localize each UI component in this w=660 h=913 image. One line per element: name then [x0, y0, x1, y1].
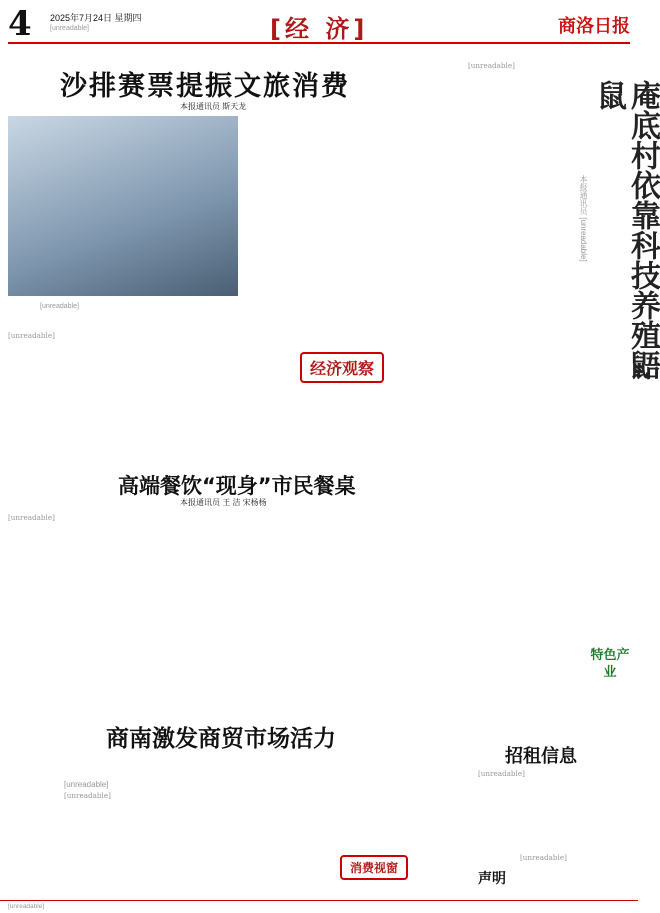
notice-body: [unreadable]: [520, 853, 567, 862]
story3-byline: [unreadable]: [64, 780, 109, 789]
story1-body: [unreadable]: [8, 331, 55, 340]
story3-body: [unreadable]: [64, 791, 111, 800]
story1-byline: 本报通讯员 斯天龙: [180, 102, 247, 111]
story1-photo: [8, 116, 238, 296]
recruit-heading: 招租信息: [505, 746, 577, 767]
page-footer: [unreadable]: [0, 900, 638, 913]
story3-headline: 商南激发商贸市场活力: [106, 726, 336, 752]
side-body: [unreadable]: [468, 61, 515, 70]
economy-observe-badge: 经济观察: [300, 352, 384, 383]
recruit-body: [unreadable]: [478, 769, 525, 778]
story1-caption: [unreadable]: [40, 303, 79, 310]
side-byline: 本报通讯员 [unreadable]: [579, 175, 588, 262]
section-name: [经 济]: [270, 15, 369, 43]
editor-credits: [unreadable]: [50, 25, 89, 32]
story2-byline: 本报通讯员 王 洁 宋杨杨: [180, 498, 267, 507]
page-number: 4: [8, 4, 32, 44]
notice-heading: 声明: [478, 871, 506, 887]
issue-date: 2025年7月24日 星期四: [50, 13, 142, 23]
story1-headline: 沙排赛票提振文旅消费: [60, 71, 350, 102]
newspaper-brand: 商洛日报: [558, 16, 630, 37]
special-industry-tag: 特色产业: [590, 648, 630, 680]
story2-body: [unreadable]: [8, 513, 55, 522]
page-header: [8, 6, 630, 44]
consumption-window-badge: 消费视窗: [340, 855, 408, 880]
side-headline: 庵底村依靠科技养殖鼯鼠: [591, 80, 660, 380]
story2-headline: 高端餐饮“现身”市民餐桌: [118, 474, 356, 498]
